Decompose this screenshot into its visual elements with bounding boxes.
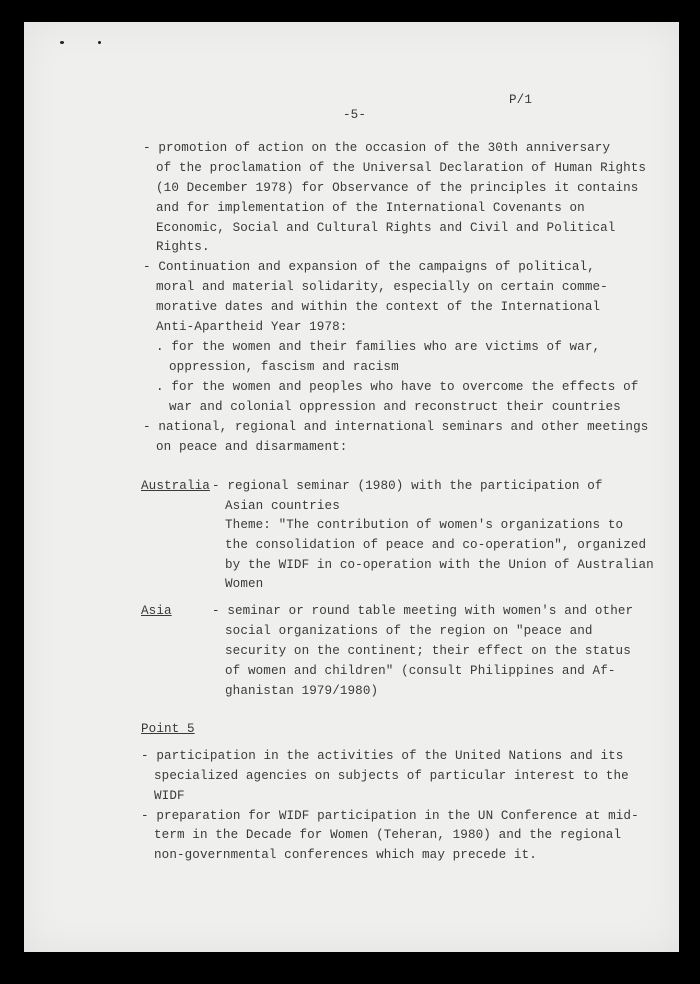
- text-line: - regional seminar (1980) with the participation of: [212, 479, 603, 493]
- punch-mark: [98, 41, 101, 44]
- text-line: Asian countries: [225, 499, 340, 513]
- region-label: Australia: [141, 479, 210, 493]
- text-line: - Continuation and expansion of the campaigns of political,: [143, 260, 595, 274]
- text-line: Rights.: [156, 240, 210, 254]
- text-line: and for implementation of the International Covenants on: [156, 201, 585, 215]
- text-line: - promotion of action on the occasion of the 30th anniversary: [143, 141, 611, 155]
- text-line: - national, regional and international seminars and other meetings: [143, 420, 649, 434]
- text-line: specialized agencies on subjects of particular interest to the: [154, 769, 629, 783]
- page-reference: P/1: [509, 93, 532, 107]
- text-line: term in the Decade for Women (Teheran, 1980) and the regional: [154, 828, 622, 842]
- text-line: - seminar or round table meeting with women's and other: [212, 604, 634, 618]
- text-line: WIDF: [154, 789, 185, 803]
- text-line: security on the continent; their effect on the status: [225, 644, 631, 658]
- text-line: Anti-Apartheid Year 1978:: [156, 320, 348, 334]
- text-line: by the WIDF in co-operation with the Union of Australian: [225, 558, 654, 572]
- punch-mark: [60, 41, 64, 44]
- text-line: - preparation for WIDF participation in the UN Conference at mid-: [141, 809, 639, 823]
- text-line: on peace and disarmament:: [156, 440, 348, 454]
- text-line: Economic, Social and Cultural Rights and Civil and Political: [156, 221, 616, 235]
- text-line: Theme: "The contribution of women's organizations to: [225, 518, 624, 532]
- text-line: the consolidation of peace and co-operation", organized: [225, 538, 647, 552]
- region-label: Asia: [141, 604, 172, 618]
- text-line: oppression, fascism and racism: [169, 360, 399, 374]
- text-line: moral and material solidarity, especially on certain comme-: [156, 280, 608, 294]
- text-line: non-governmental conferences which may precede it.: [154, 848, 537, 862]
- text-line: war and colonial oppression and reconstruct their countries: [169, 400, 621, 414]
- text-line: . for the women and peoples who have to overcome the effects of: [156, 380, 639, 394]
- text-line: of the proclamation of the Universal Declaration of Human Rights: [156, 161, 647, 175]
- text-line: morative dates and within the context of the International: [156, 300, 601, 314]
- text-line: social organizations of the region on "peace and: [225, 624, 593, 638]
- text-line: of women and children" (consult Philippines and Af-: [225, 664, 616, 678]
- section-heading: Point 5: [141, 722, 195, 736]
- page-number: -5-: [343, 108, 366, 122]
- text-line: - participation in the activities of the United Nations and its: [141, 749, 624, 763]
- text-line: Women: [225, 577, 264, 591]
- text-line: (10 December 1978) for Observance of the principles it contains: [156, 181, 639, 195]
- text-line: . for the women and their families who are victims of war,: [156, 340, 601, 354]
- text-line: ghanistan 1979/1980): [225, 684, 379, 698]
